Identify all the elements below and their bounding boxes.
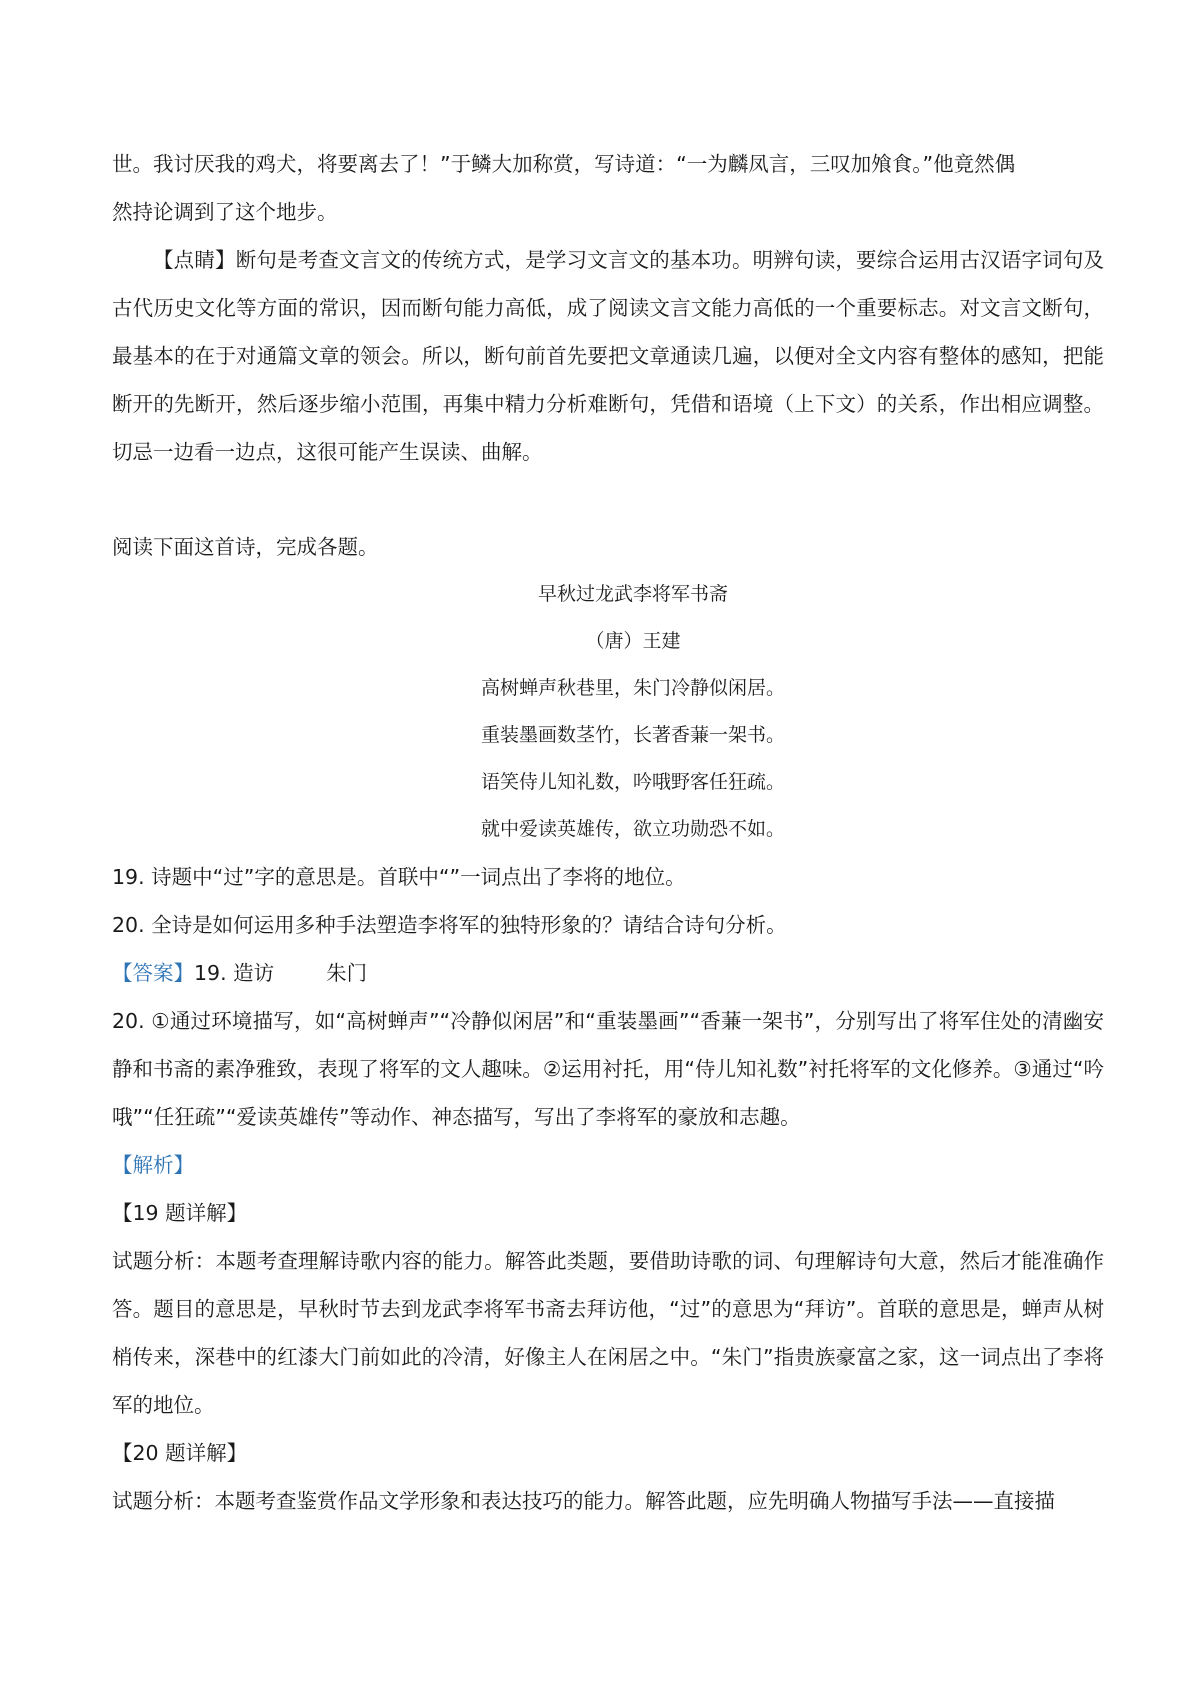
answer-tag: 【答案】 [112,961,194,985]
dianjing-paragraph [112,236,1104,476]
analysis-tag: 【解析】 [112,1153,194,1177]
poem-title: 早秋过龙武李将军书斋 [537,583,728,605]
analysis-20-heading: 【20 题详解】 [112,1441,248,1465]
document-page [112,140,1104,1525]
answer-19-second: 朱门 [326,961,368,985]
poem-line: 就中爱读英雄传，欲立功勋恐不如。 [480,818,785,840]
question-20: 20. 全诗是如何运用多种手法塑造李将军的独特形象的？请结合诗句分析。 [112,913,787,937]
answer-19-first: 19. 造访 [194,961,275,985]
answer-20: 20. ①通过环境描写，如“高树蝉声”“冷静似闲居”和“重装墨画”“香蒹一架书”，分别写出了将军住处的清幽安静和书斋的素净雅致，表现了将军的文人趣味。②运用衬托，用“侍儿知礼数”衬托将军的文化修养。③通过“吟哦”“任狂疏”“爱读英雄传”等动作、神态描写，写出了李将军的豪放和志趣。 [112,1009,1104,1129]
poem-author: （唐）王建 [585,630,681,652]
translation-tail-line2: 然持论调到了这个地步。 [112,200,338,224]
analysis-20-text: 试题分析：本题考查鉴赏作品文学形象和表达技巧的能力。解答此题，应先明确人物描写手法——直接描 [112,1489,1055,1513]
poem-line: 语笑侍儿知礼数，吟哦野客任狂疏。 [480,771,785,793]
poem-line: 高树蝉声秋巷里，朱门冷静似闲居。 [480,677,785,699]
dianjing-text: 断句是考查文言文的传统方式，是学习文言文的基本功。明辨句读，要综合运用古汉语字词句及古代历史文化等方面的常识，因而断句能力高低，成了阅读文言文能力高低的一个重要标志。对文言文断句，最基本的在于对通篇文章的领会。所以，断句前首先要把文章通读几遍，以便对全文内容有整体的感知，把能断开的先断开，然后逐步缩小范围，再集中精力分析难断句，凭借和语境（上下文）的关系，作出相应调整。切忌一边看一边点，这很可能产生误读、曲解。 [112,248,1105,464]
question-19: 19. 诗题中“过”字的意思是。首联中“”一词点出了李将的地位。 [112,865,686,889]
analysis-19-heading: 【19 题详解】 [112,1201,248,1225]
section-gap [112,476,1104,523]
analysis-19-text: 试题分析：本题考查理解诗歌内容的能力。解答此类题，要借助诗歌的词、句理解诗句大意，然后才能准确作答。题目的意思是，早秋时节去到龙武李将军书斋去拜访他，“过”的意思为“拜访”。首联的意思是，蝉声从树梢传来，深巷中的红漆大门前如此的冷清，好像主人在闲居之中。“朱门”指贵族豪富之家，这一词点出了李将军的地位。 [112,1249,1104,1417]
dianjing-tag: 【点睛】 [153,248,236,272]
translation-tail-line1: 世。我讨厌我的鸡犬，将要离去了！”于鳞大加称赏，写诗道：“一为麟凤言，三叹加飧食。”他竟然偶 [112,152,1016,176]
poem-block [112,571,1104,853]
poem-line: 重装墨画数茎竹，长著香蒹一架书。 [480,724,785,746]
answer-19 [112,949,1104,997]
reading-instruction: 阅读下面这首诗，完成各题。 [112,535,379,559]
